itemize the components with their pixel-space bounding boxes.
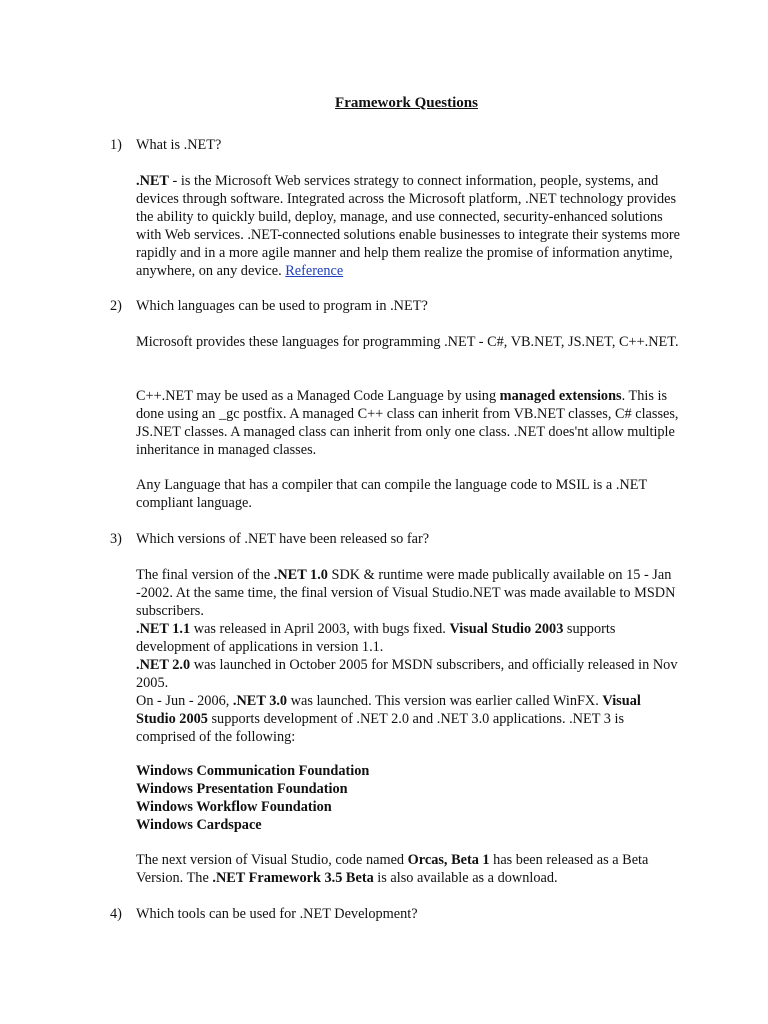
- foundation-list: [136, 762, 684, 834]
- list-item: Windows Presentation Foundation: [136, 781, 348, 797]
- question-text: Which tools can be used for .NET Development?: [136, 906, 418, 922]
- paragraph-text: SDK & runtime were made publically available on 15 - Jan -2002. At the same time, the final version of Visual Studio.NET was made available to MSDN subscribers.: [136, 567, 676, 619]
- bold-term: .NET Framework 3.5 Beta: [212, 870, 374, 886]
- bold-term: Orcas, Beta 1: [407, 852, 490, 868]
- question-number: 2): [110, 298, 122, 314]
- bold-term: managed extensions: [499, 388, 622, 404]
- question-text: Which versions of .NET have been released so far?: [136, 531, 430, 547]
- paragraph-text: . This is done using an _gc postfix. A managed C++ class can inherit from VB.NET classes, C# classes, JS.NET classes. A managed class can inherit from only one class. .NET does'nt allow multiple inheritance in managed classes.: [136, 388, 679, 458]
- list-item: Windows Cardspace: [136, 817, 262, 833]
- paragraph-text: The final version of the: [136, 567, 274, 583]
- paragraph-text: is also available as a download.: [373, 870, 558, 886]
- question-1: [110, 136, 710, 154]
- question-text: What is .NET?: [136, 137, 222, 153]
- question-3: [110, 530, 710, 548]
- question-number: 3): [110, 531, 122, 547]
- question-2: [110, 297, 710, 315]
- question-number: 1): [110, 137, 122, 153]
- answer-1-paragraph: [136, 172, 684, 280]
- answer-2-paragraph-2: [136, 387, 684, 459]
- paragraph-text: - is the Microsoft Web services strategy to connect information, people, systems, and devices through software. Integrated across the Microsoft platform, .NET technology provides the ability to quickly build, deploy, manage, and use connected, security-enhanced solutions with Web services. .NET-connected solutions enable businesses to integrate their systems more rapidly and in a more agile manner and help them realize the promise of information anytime, anywhere, on any device.: [136, 173, 680, 279]
- paragraph-text: has been released as a Beta Version. The: [136, 852, 649, 886]
- paragraph-text: was launched in October 2005 for MSDN subscribers, and officially released in Nov 2005.: [136, 657, 678, 691]
- question-number: 4): [110, 906, 122, 922]
- answer-2-paragraph-1: Microsoft provides these languages for programming .NET - C#, VB.NET, JS.NET, C++.NET.: [136, 334, 679, 350]
- page-title: Framework Questions: [335, 95, 478, 111]
- bold-term: .NET 1.1: [136, 621, 191, 637]
- bold-term: .NET: [136, 173, 169, 189]
- bold-term: Visual Studio 2005: [136, 693, 641, 727]
- bold-term: .NET 3.0: [232, 693, 288, 709]
- answer-3-paragraph-1: [136, 566, 684, 746]
- paragraph-text: supports development of applications in version 1.1.: [136, 621, 616, 655]
- answer-3-paragraph-2: [136, 851, 684, 887]
- paragraph-text: C++.NET may be used as a Managed Code Language by using: [136, 388, 500, 404]
- paragraph-text: was launched. This version was earlier called WinFX.: [287, 693, 603, 709]
- paragraph-text: was released in April 2003, with bugs fixed.: [190, 621, 450, 637]
- paragraph-text: supports development of .NET 2.0 and .NET 3.0 applications. .NET 3 is comprised of the following:: [136, 711, 625, 745]
- bold-term: .NET 1.0: [273, 567, 328, 583]
- question-4: [110, 905, 710, 923]
- question-text: Which languages can be used to program in .NET?: [136, 298, 428, 314]
- bold-term: Visual Studio 2003: [449, 621, 564, 637]
- list-item: Windows Workflow Foundation: [136, 799, 332, 815]
- reference-link[interactable]: Reference: [285, 263, 344, 279]
- paragraph-text: The next version of Visual Studio, code named: [136, 852, 408, 868]
- list-item: Windows Communication Foundation: [136, 763, 370, 779]
- paragraph-text: On - Jun - 2006,: [136, 693, 233, 709]
- bold-term: .NET 2.0: [136, 657, 191, 673]
- answer-2-paragraph-3: Any Language that has a compiler that can compile the language code to MSIL is a .NET compliant language.: [136, 477, 647, 511]
